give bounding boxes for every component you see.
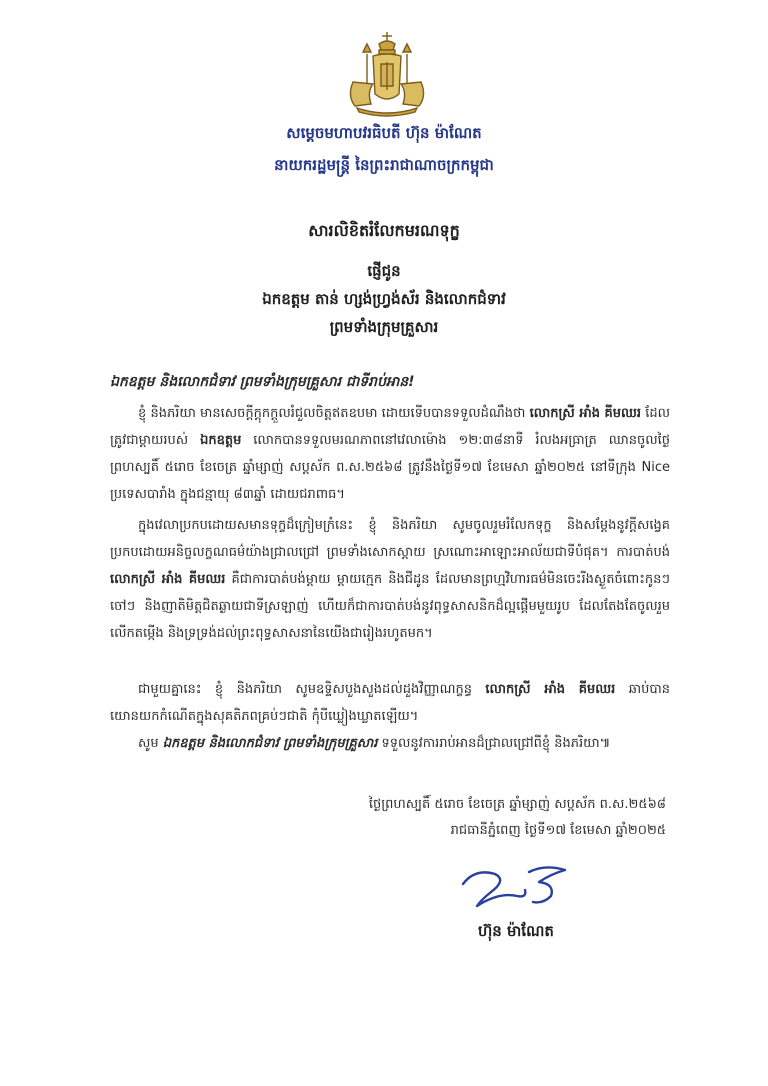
sender-title: សម្ដេចមហាបវរធិបតី ហ៊ុន ម៉ាណែត	[286, 124, 482, 142]
text: ឆាប់បានយោនយកកំណើតក្នុងសុគតិភពគ្រប់ៗជាតិ កុំបីឃ្លៀងឃ្លាតឡើយ។	[110, 682, 671, 724]
recipients-names: ឯកឧត្ដម និងលោកជំទាវ ព្រមទាំងក្រុមគ្រួសារ	[162, 736, 378, 751]
recipient-line-2: ព្រមទាំងក្រុមគ្រួសារ	[329, 318, 439, 336]
text: ទទួលនូវការរាប់អានដ៏ជ្រាលជ្រៅពីខ្ញុំ និងភរិយា៕	[377, 736, 611, 751]
text: ជាមួយគ្នានេះ ខ្ញុំ និងភរិយា សូមឧទ្ទិសបួងសួងដល់ដួងវិញ្ញាណក្ខន្ធ	[138, 682, 486, 697]
text: ក្នុងវេលាប្រកបដោយសមានទុក្ខដ៏ក្រៀមក្រំនេះ ខ្ញុំ និងភរិយា សូមចូលរួមរំលែកទុក្ខ និងសម្ដែងនូវក្ដីសង្វេគប្រកបដោយអនិច្ចលក្ខណធម៌យ៉ាងជ្រាលជ្រៅ ព្រមទាំងសោកស្ដាយ ស្រណោះអាឡោះអាល័យជាទីបំផុត។ ការបាត់បង់	[110, 518, 670, 560]
deceased-name: លោកស្រី អាំង គីមឈរ	[485, 682, 616, 697]
text: សូម	[138, 736, 163, 751]
handwritten-signature-icon	[455, 862, 585, 910]
deceased-name: លោកស្រី អាំង គីមឈរ	[110, 572, 226, 587]
paragraph-2	[110, 512, 670, 647]
text: លោកបានទទួលមរណភាពនៅវេលាម៉ោង ១២:៣៨នាទី រំលងអធ្រាត្រ ឈានចូលថ្ងៃព្រហស្បតិ៍ ៥រោច ខែចេត្រ ឆ្នាំម្សាញ់ សប្តស័ក ព.ស.២៥៦៨ ត្រូវនឹងថ្ងៃទី១៧ ខែមេសា ឆ្នាំ២០២៥ នៅទីក្រុង Nice ប្រទេសបារាំង ក្នុងជន្មាយុ ៨៣ឆ្នាំ ដោយជរាពាធ។	[110, 433, 670, 502]
signer-name: ហ៊ុន ម៉ាណែត	[478, 922, 554, 940]
salutation: ឯកឧត្ដម និងលោកជំទាវ ព្រមទាំងក្រុមគ្រួសារ ជាទីរាប់អាន!	[110, 374, 415, 390]
text: គឺជាការបាត់បង់ម្ដាយ ម្ដាយក្មេក និងជីដូន ដែលមានព្រហ្មវិហារធម៌មិនចេះរីងស្ងួតចំពោះកូនៗ ចៅៗ និងញាតិមិត្តជិតឆ្ងាយជាទីស្រឡាញ់ ហើយក៏ជាការបាត់បង់នូវពុទ្ធសាសនិកដ៏ល្អផ្ដើមមួយរូប ដែលតែងតែចូលរួមលើកតម្កើង និងទ្រទ្រង់ដល់ព្រះពុទ្ធសាសនានៃយើងជារៀងរហូតមក។	[110, 572, 670, 641]
lunar-date: ថ្ងៃព្រហស្បតិ៍ ៥រោច ខែចេត្រ ឆ្នាំម្សាញ់ សប្តស័ក ព.ស.២៥៦៨	[368, 797, 666, 812]
sender-position: នាយករដ្ឋមន្ត្រី នៃព្រះរាជាណាចក្រកម្ពុជា	[274, 156, 494, 174]
text: ខ្ញុំ និងភរិយា មានសេចក្ដីក្ដុកក្ដួលរំជួលចិត្តឥតឧបមា ដោយទើបបានទទួលដំណឹងថា	[138, 406, 530, 421]
royal-coat-of-arms-icon	[337, 26, 437, 118]
paragraph-1	[110, 400, 670, 508]
deceased-name: លោកស្រី អាំង គីមឈរ	[529, 406, 642, 421]
addressed-to-label: ផ្ញើជូន	[367, 262, 401, 280]
paragraph-3	[110, 676, 670, 730]
solar-date: រាជធានីភ្នំពេញ ថ្ងៃទី១៧ ខែមេសា ឆ្នាំ២០២៥	[450, 823, 666, 838]
recipient-line-1: ឯកឧត្ដម តាន់ ហ្សង់ហ្វ្រង់ស័រ និងលោកជំទាវ	[262, 290, 506, 308]
recipient-honorific: ឯកឧត្ដម	[200, 433, 242, 448]
paragraph-4	[110, 730, 670, 757]
text: ដែលត្រូវជាម្ដាយរបស់	[110, 406, 670, 448]
letter-title: សារលិខិតរំលែកមរណទុក្ខ	[308, 221, 460, 240]
